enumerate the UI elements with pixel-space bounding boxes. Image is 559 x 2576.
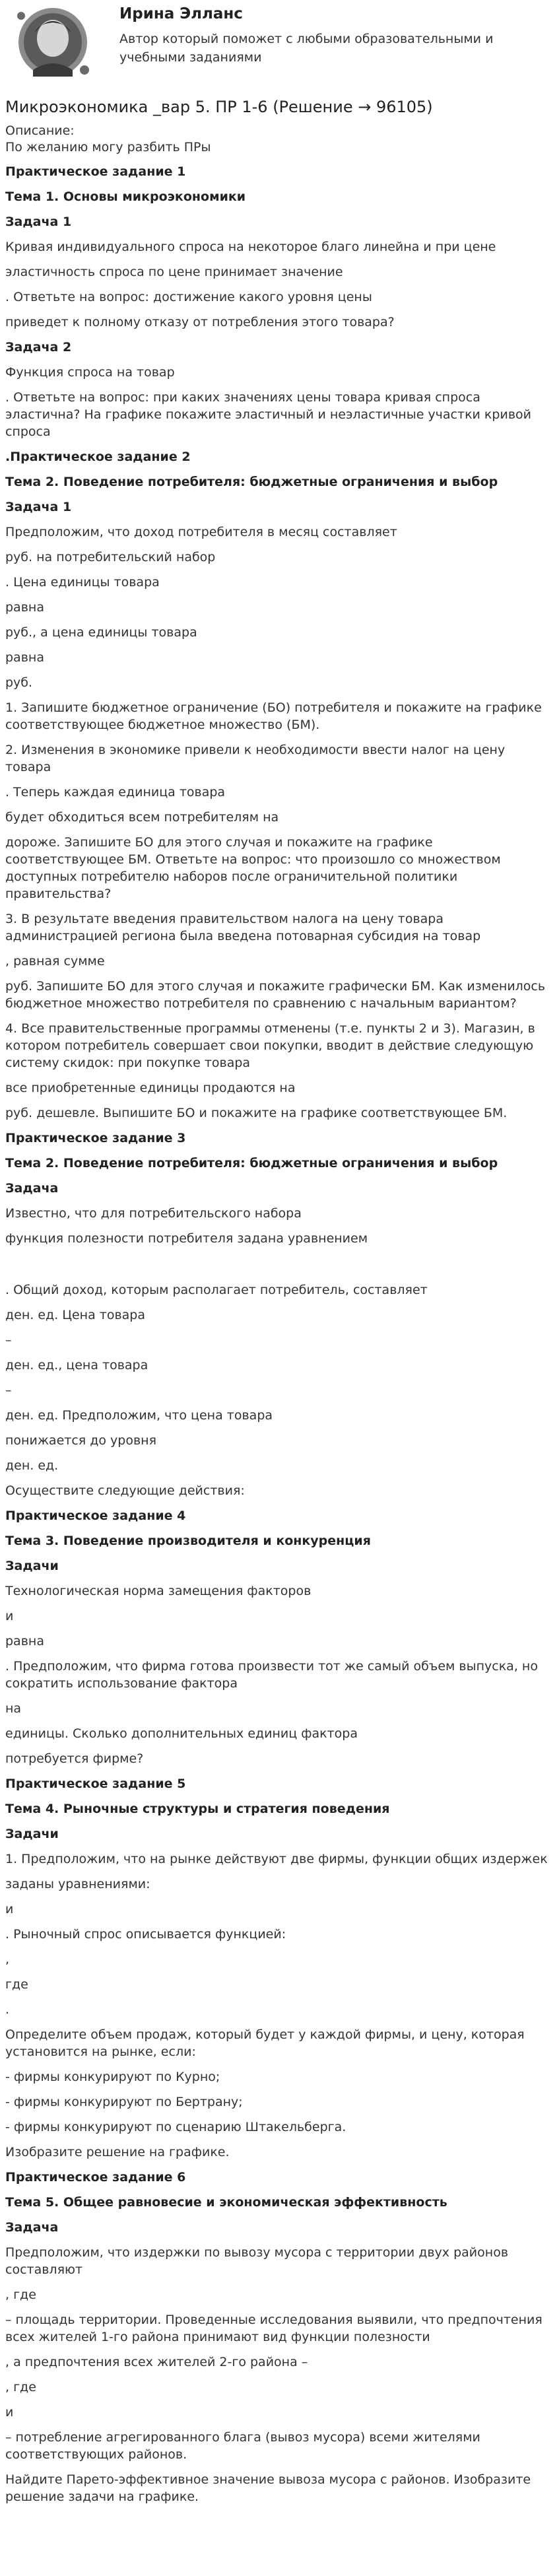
text-line: и [5,1609,14,1623]
section-heading: Задача 1 [5,215,72,229]
text-line: - фирмы конкурируют по сценарию Штакельберга. [5,2120,346,2134]
section-heading: Тема 5. Общее равновесие и экономическая эффективность [5,2195,447,2210]
text-line: Найдите Парето-эффективное значение вывоза мусора с районов. Изобразите [5,2472,531,2487]
text-line: сократить использование фактора [5,1676,238,1691]
text-line: решение задачи на графике. [5,2490,199,2504]
text-line: Функция спроса на товар [5,365,175,380]
text-line: равна [5,650,44,665]
author-header [0,0,559,87]
text-line: заданы уравнениями: [5,1877,150,1891]
text-line: руб. дешевле. Выпишите БО и покажите на графике соответствующее БМ. [5,1106,508,1120]
text-line: котором потребитель совершает свои покупки, вводит в действие следующую [5,1038,534,1053]
section-heading: Практическое задание 1 [5,164,186,179]
text-line: 2. Изменения в экономике привели к необходимости ввести налог на цену [5,743,506,757]
text-line: Известно, что для потребительского набора [5,1206,302,1221]
text-line: Предположим, что доход потребителя в месяц составляет [5,525,397,539]
text-line: товара [5,760,51,774]
text-line: . Ответьте на вопрос: достижение какого уровня цены [5,290,372,304]
text-line: . Рыночный спрос описывается функцией: [5,1927,286,1942]
text-line: руб. Запишите БО для этого случая и покажите графически БМ. Как изменилось [5,979,546,994]
section-heading: Задача 2 [5,340,72,355]
text-line: – [5,1383,12,1398]
text-line: ден. ед. Цена товара [5,1308,146,1322]
author-name[interactable]: Ирина Элланс [119,5,243,22]
section-heading: Тема 2. Поведение потребителя: бюджетные ограничения и выбор [5,1156,498,1170]
text-line: всех жителей 1-го района принимают вид функции полезности [5,2330,430,2344]
text-line: , равная сумме [5,954,105,968]
text-line: – потребление агрегированного блага (вывоз мусора) всеми жителями [5,2430,480,2445]
text-line: равна [5,1634,44,1648]
text-line: . Цена единицы товара [5,575,160,590]
text-line: Изобразите решение на графике. [5,2145,230,2159]
text-line: дороже. Запишите БО для этого случая и покажите на графике [5,835,433,850]
text-line: 1. Запишите бюджетное ограничение (БО) потребителя и покажите на графике [5,700,542,715]
text-line: - фирмы конкурируют по Бертрану; [5,2095,243,2109]
text-line: 1. Предположим, что на рынке действуют две фирмы, функции общих издержек [5,1852,548,1866]
text-line: администрацией региона была введена потоварная субсидия на товар [5,929,481,943]
section-heading: Практическое задание 3 [5,1131,186,1145]
author-description: Автор который поможет с любыми образовательными и учебными заданиями [119,32,494,65]
text-line: руб., а цена единицы товара [5,625,197,640]
text-line: будет обходиться всем потребителям на [5,810,279,825]
text-line: – площадь территории. Проведенные исследования выявили, что предпочтения [5,2313,543,2327]
text-line: на [5,1701,22,1716]
text-line: Определите объем продаж, который будет у каждой фирмы, и цену, которая [5,2027,525,2042]
section-heading: Тема 1. Основы микроэкономики [5,189,246,204]
author-avatar[interactable] [7,4,99,83]
text-line: и [5,2405,14,2420]
text-line: соответствующее БМ. Ответьте на вопрос: что произошло со множеством [5,852,501,867]
text-line: и [5,1902,14,1916]
text-line: эластична? На графике покажите эластичный и неэластичные участки кривой [5,407,531,422]
text-line: приведет к полному отказу от потребления этого товара? [5,315,395,329]
text-line: все приобретенные единицы продаются на [5,1081,296,1095]
section-heading: Задача [5,1181,59,1196]
text-line: соответствующих районов. [5,2447,187,2462]
text-line: , [5,1952,10,1967]
section-heading: Тема 4. Рыночные структуры и стратегия поведения [5,1802,390,1816]
section-heading: Задача 1 [5,500,72,514]
text-line: - фирмы конкурируют по Курно; [5,2070,220,2084]
text-line: понижается до уровня [5,1433,157,1448]
text-line: ден. ед., цена товара [5,1358,148,1373]
text-line: Предположим, что издержки по вывозу мусора с территории двух районов [5,2245,509,2260]
text-line: руб. на потребительский набор [5,550,216,564]
text-line: . [5,2002,10,2017]
text-line: функция полезности потребителя задана уравнением [5,1231,368,1246]
section-heading: Тема 3. Поведение производителя и конкуренция [5,1534,371,1548]
text-line: где [5,1977,28,1992]
text-line: систему скидок: при покупке товара [5,1056,251,1070]
text-line: 4. Все правительственные программы отменены (т.е. пункты 2 и 3). Магазин, в [5,1021,535,1036]
text-line: Кривая индивидуального спроса на некоторое благо линейна и при цене [5,240,496,254]
section-heading: .Практическое задание 2 [5,450,191,464]
text-line: правительства? [5,887,112,901]
text-line: , где [5,2380,36,2394]
text-line: потребуется фирме? [5,1751,144,1766]
text-line: . Общий доход, которым располагает потребитель, составляет [5,1283,428,1297]
text-line: спроса [5,424,51,439]
section-heading: Задача [5,2220,59,2235]
text-line: Технологическая норма замещения факторов [5,1584,312,1598]
section-heading: Практическое задание 4 [5,1508,186,1523]
text-line: бюджетное множество потребителя по сравнению с начальным вариантом? [5,996,517,1011]
section-heading: Практическое задание 5 [5,1777,186,1791]
text-line: единицы. Сколько дополнительных единиц фактора [5,1726,358,1741]
text-line: . Предположим, что фирма готова произвести тот же самый объем выпуска, но [5,1659,538,1674]
text-line: . Ответьте на вопрос: при каких значениях цены товара кривая спроса [5,390,480,405]
section-heading: Задачи [5,1559,59,1573]
text-line: – [5,1333,12,1347]
text-line: соответствующее бюджетное множество (БМ). [5,718,320,732]
text-line: , а предпочтения всех жителей 2-го района – [5,2355,308,2369]
description-label: Описание: [5,123,75,138]
text-line: установится на рынке, если: [5,2045,196,2059]
text-line: Осуществите следующие действия: [5,1483,245,1498]
text-line: доступных потребителю наборов после ограничительной политики [5,869,458,884]
text-line: По желанию могу разбить ПРы [5,140,211,154]
text-line: ден. ед. [5,1458,59,1473]
text-line: составляют [5,2262,83,2277]
section-heading: Задачи [5,1827,59,1841]
text-line: . Теперь каждая единица товара [5,785,226,799]
text-line: ден. ед. Предположим, что цена товара [5,1408,273,1423]
text-line: руб. [5,675,33,690]
section-heading: Тема 2. Поведение потребителя: бюджетные ограничения и выбор [5,475,498,489]
text-line: , где [5,2288,36,2302]
text-line: 3. В результате введения правительством налога на цену товара [5,912,444,926]
text-line: равна [5,600,44,615]
page-title: Микроэкономика _вар 5. ПР 1-6 (Решение → 96105) [5,98,433,116]
section-heading: Практическое задание 6 [5,2170,186,2185]
text-line: эластичность спроса по цене принимает значение [5,265,343,279]
